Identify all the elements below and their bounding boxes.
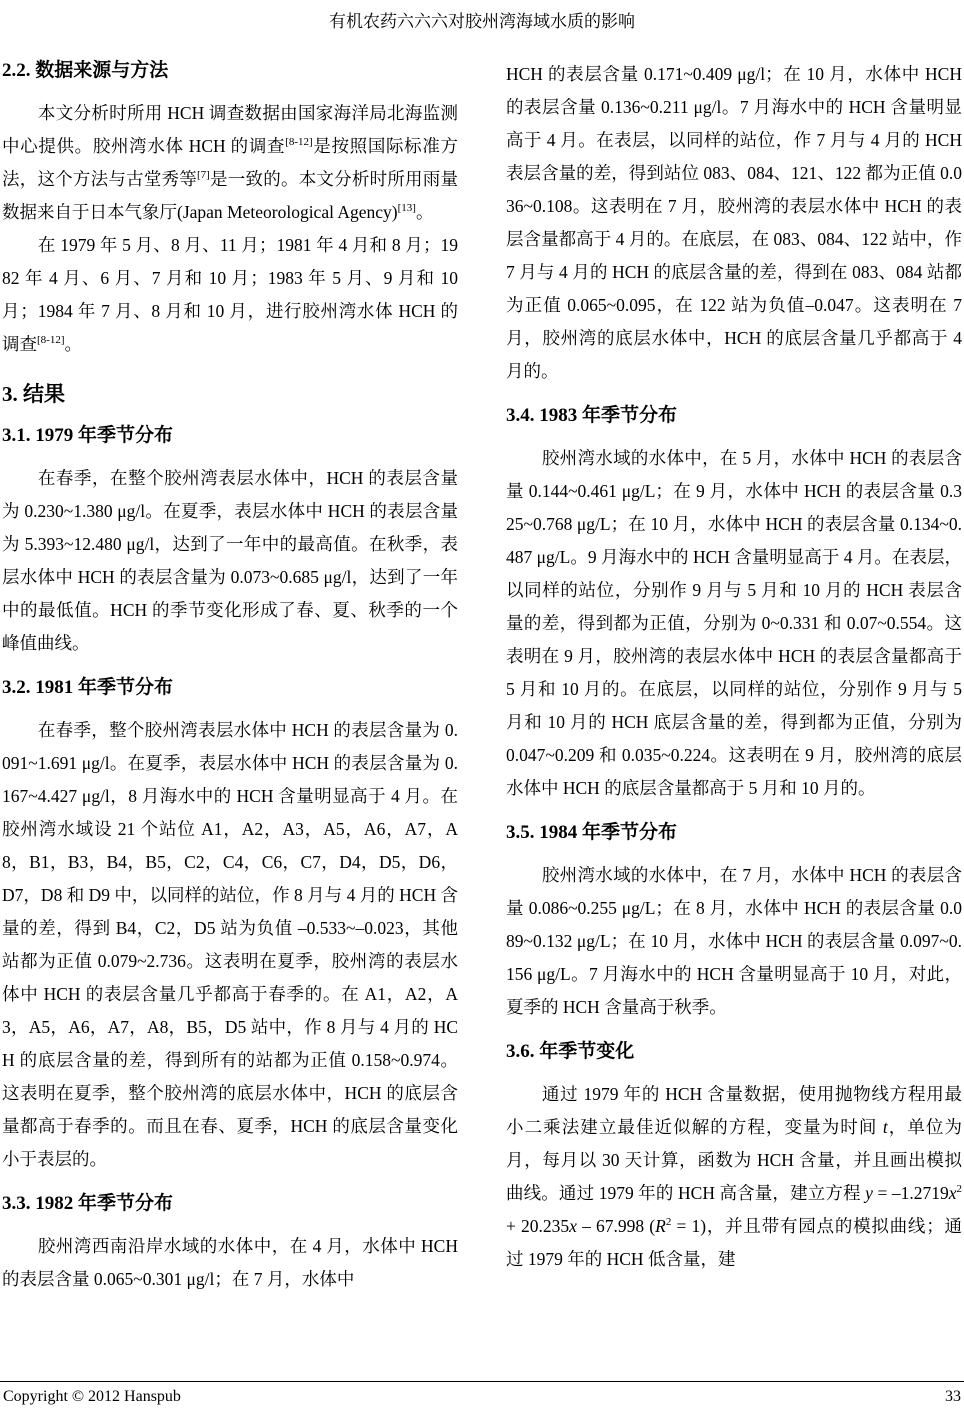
variable-r: R [655, 1216, 666, 1236]
equation-text: + 20.235 [506, 1216, 570, 1236]
section-heading-3-1: 3.1. 1979 年季节分布 [2, 425, 174, 446]
paragraph-text: 通过 1979 年的 HCH 含量数据，使用抛物线方程用最小二乘法建立最佳近似解的方程，变量为时间 [506, 1084, 962, 1137]
citation-ref: [7] [197, 169, 210, 182]
paragraph-1981-distribution: 在春季，整个胶州湾表层水体中 HCH 的表层含量为 0.091~1.691 μg/l。在夏季，表层水体中 HCH 的表层含量为 0.167~4.427 μg/l，8 月海水中的 HCH 含量明显高于 4 月。在胶州湾水域设 21 个站位 A1，A2，A3，A5，A6，A7，A8，B1，B3，B4，B5，C2，C4，C6，C7，D4，D5，D6，D7，D8 和 D9 中，以同样的站位，作 8 月与 4 月的 HCH 含量的差，得到 B4，C2，D5 站为负值 –0.533~–0.023，其他站都为正值 0.079~2.736。这表明在夏季，胶州湾的表层水体中 HCH 的表层含量几乎都高于春季的。在 A1，A2，A3，A5，A6，A7，A8，B5，D5 站中，作 8 月与 4 月的 HCH 的底层含量的差，得到所有的站都为正值 0.158~0.974。这表明在夏季，整个胶州湾的底层水体中，HCH 的底层含量都高于春季的。而且在春、夏季，HCH 的底层含量变化小于表层的。 [2, 720, 458, 1169]
exponent: 2 [956, 1183, 962, 1196]
paragraph-1982-distribution-part1: 胶州湾西南沿岸水域的水体中，在 4 月，水体中 HCH 的表层含量 0.065~0.301 μg/l；在 7 月，水体中 [2, 1236, 458, 1289]
right-column [506, 58, 962, 1296]
variable-t: t [882, 1117, 888, 1137]
paragraph-text: = 1)，并且带有园点的模拟曲线；通过 1979 年的 HCH 低含量，建 [506, 1216, 962, 1269]
variable-x: x [569, 1216, 577, 1236]
section-heading-3-3: 3.3. 1982 年季节分布 [2, 1193, 174, 1214]
paragraph-text: 在 1979 年 5 月、8 月、11 月；1981 年 4 月和 8 月；1982 年 4 月、6 月、7 月和 10 月；1983 年 5 月、9 月和 10 月；1984 年 7 月、8 月和 10 月，进行胶州湾水体 HCH 的调查 [2, 235, 458, 354]
paragraph-annual-variation [506, 1078, 962, 1276]
section-heading-3-5: 3.5. 1984 年季节分布 [506, 822, 678, 843]
citation-ref: [8-12] [285, 136, 313, 149]
paragraph-text: 是一致的。本文分析时所用雨量数据来自于日本气象厅(Japan Meteorological Agency) [2, 169, 459, 222]
paragraph-1983-distribution: 胶州湾水域的水体中，在 5 月，水体中 HCH 的表层含量 0.144~0.461 μg/L；在 9 月，水体中 HCH 的表层含量 0.325~0.768 μg/L；在 10 月，水体中 HCH 的表层含量 0.134~0.487 μg/L。9 月海水中的 HCH 含量明显高于 4 月。在表层，以同样的站位，分别作 9 月与 5 月和 10 月的 HCH 表层含量的差，得到都为正值，分别为 0~0.331 和 0.07~0.554。这表明在 9 月，胶州湾的表层水体中 HCH 的表层含量都高于 5 月和 10 月的。在底层，以同样的站位，分别作 9 月与 5 月和 10 月的 HCH 底层含量的差，得到都为正值，分别为 0.047~0.209 和 0.035~0.224。这表明在 9 月，胶州湾的底层水体中 HCH 的底层含量都高于 5 月和 10 月的。 [506, 448, 962, 798]
copyright-text: Copyright © 2012 Hanspub [3, 1388, 181, 1405]
paragraph-data-methods [2, 97, 458, 229]
variable-y: y [865, 1183, 873, 1203]
paragraph-survey-schedule [2, 229, 458, 361]
page-number: 33 [945, 1388, 961, 1405]
paragraph-1984-distribution: 胶州湾水域的水体中，在 7 月，水体中 HCH 的表层含量 0.086~0.255 μg/L；在 8 月，水体中 HCH 的表层含量 0.089~0.132 μg/L；在 10 月，水体中 HCH 的表层含量 0.097~0.156 μg/L。7 月海水中的 HCH 含量明显高于 10 月，对此，夏季的 HCH 含量高于秋季。 [506, 865, 962, 1017]
left-column [2, 58, 458, 1296]
equation-text: = –1.2719 [872, 1183, 949, 1203]
paragraph-text: 是按照国际标准方法，这个方法与古堂秀等 [2, 136, 459, 189]
paragraph-text: 本文分析时所用 HCH 调查数据由国家海洋局北海监测中心提供。胶州湾水体 HCH 的调查 [2, 103, 458, 156]
exponent: 2 [665, 1216, 672, 1229]
page-footer [0, 1381, 964, 1414]
section-heading-3-2: 3.2. 1981 年季节分布 [2, 677, 174, 698]
equation-text: – 67.998 ( [576, 1216, 656, 1236]
section-heading-2-2: 2.2. 数据来源与方法 [2, 60, 169, 81]
paragraph-text: 。 [415, 202, 434, 222]
citation-ref: [13] [397, 202, 416, 215]
section-heading-3-4: 3.4. 1983 年季节分布 [506, 405, 678, 426]
paragraph-text: ，单位为月，每月以 30 天计算，函数为 HCH 含量，并且画出模拟曲线。通过 1979 年的 HCH 高含量，建立方程 [506, 1117, 962, 1203]
paragraph-1982-distribution-part2: HCH 的表层含量 0.171~0.409 μg/l；在 10 月，水体中 HCH 的表层含量 0.136~0.211 μg/l。7 月海水中的 HCH 含量明显高于 4 月。在表层，以同样的站位，作 7 月与 4 月的 HCH 表层含量的差，得到站位 083、084、121、122 都为正值 0.036~0.108。这表明在 7 月，胶州湾的表层水体中 HCH 的表层含量都高于 4 月的。在底层，在 083、084、122 站中，作 7 月与 4 月的 HCH 的底层含量的差，得到在 083、084 站都为正值 0.065~0.095，在 122 站为负值–0.047。这表明在 7 月，胶州湾的底层水体中，HCH 的底层含量几乎都高于 4 月的。 [506, 64, 962, 381]
paragraph-text: 。 [64, 334, 82, 354]
section-heading-3-6: 3.6. 年季节变化 [506, 1041, 635, 1062]
page-title: 有机农药六六六对胶州湾海域水质的影响 [329, 12, 635, 31]
two-column-layout [2, 58, 962, 1296]
variable-x: x [948, 1183, 957, 1203]
paragraph-1979-distribution: 在春季，在整个胶州湾表层水体中，HCH 的表层含量为 0.230~1.380 μg/l。在夏季，表层水体中 HCH 的表层含量为 5.393~12.480 μg/l，达到了一年中的最高值。在秋季，表层水体中 HCH 的表层含量为 0.073~0.685 μg/l，达到了一年中的最低值。HCH 的季节变化形成了春、夏、秋季的一个峰值曲线。 [2, 468, 458, 653]
citation-ref: [8-12] [37, 334, 65, 347]
section-heading-3: 3. 结果 [2, 382, 65, 406]
